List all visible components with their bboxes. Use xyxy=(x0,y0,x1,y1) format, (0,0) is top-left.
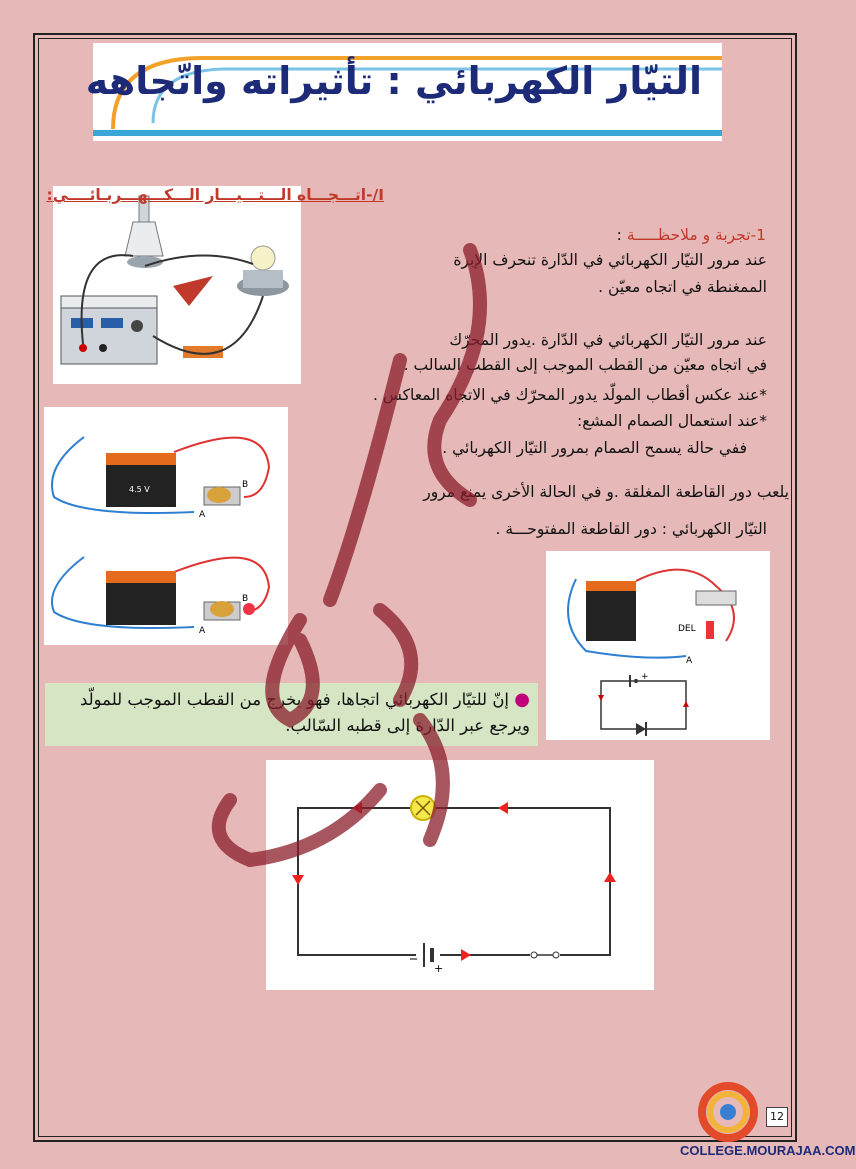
page-title: التيّار الكهربائي : تأثيراته واتّجاهه xyxy=(85,59,702,103)
battery-label-top: 4.5 V xyxy=(129,485,150,494)
led-switch-a: A xyxy=(686,656,693,666)
title-banner xyxy=(85,43,722,141)
site-logo xyxy=(690,1070,770,1140)
switch-contact-right xyxy=(553,952,559,958)
switch-a-bottom: A xyxy=(199,626,206,636)
generator-experiment-illustration xyxy=(53,186,301,384)
experiment-colon: : xyxy=(616,226,622,244)
key-note-box xyxy=(45,683,538,746)
led-circuit-illustration xyxy=(546,551,770,740)
switch-b-bottom: B xyxy=(242,594,249,604)
section-heading-text: /-اتـــجـــاه الـــتـــيـــار الـــكـــهـــربـائــــي xyxy=(52,186,379,204)
page-number: 12 xyxy=(766,1107,788,1127)
arrow-icon-top-left xyxy=(352,802,362,814)
figure-circuit-diagram xyxy=(266,760,654,990)
led-diagram-plus: + xyxy=(641,672,649,682)
figure-motor-circuits xyxy=(44,407,288,645)
minus-sign: _ xyxy=(410,944,417,960)
circuit-diagram xyxy=(266,760,654,990)
switch-a-top: A xyxy=(199,510,206,520)
text-line-8: يلعب دور القاطعة المغلقة .و في الحالة الأخرى يمنع مرور xyxy=(423,483,789,501)
text-line-3: عند مرور التيّار الكهربائي في الدّارة .يدور المحرّك xyxy=(449,331,767,349)
arrow-icon-right xyxy=(604,872,616,882)
site-url[interactable]: COLLEGE.MOURAJAA.COM xyxy=(680,1143,856,1158)
section-number: I xyxy=(378,186,384,204)
note-bullet: ● xyxy=(514,689,530,710)
switch-contact-left xyxy=(531,952,537,958)
text-line-9: التيّار الكهربائي : دور القاطعة المفتوحـــة . xyxy=(495,520,767,538)
plus-sign: + xyxy=(434,962,444,975)
experiment-label: 1-تجربة و ملاحظـــــة xyxy=(626,226,766,244)
text-line-5: *عند عكس أقطاب المولّد يدور المحرّك في الاتجاه المعاكس . xyxy=(373,386,767,404)
section-heading xyxy=(47,186,384,204)
text-line-1: عند مرور التيّار الكهربائي في الدّارة تنحرف الإبرة xyxy=(453,251,767,269)
text-line-6: *عند استعمال الصمام المشع: xyxy=(576,412,767,430)
text-line-4: في اتجاه معيّن من القطب الموجب إلى القطب السالب . xyxy=(403,356,767,374)
arrow-icon-left xyxy=(292,875,304,885)
key-note-text: إنّ للتيّار الكهربائي اتجاها، فهو يخرج من القطب الموجب للمولّد ويرجع عبر الدّارة إلى قطبه السّالب. xyxy=(79,690,530,735)
experiment-heading xyxy=(617,226,766,244)
led-label: DEL xyxy=(678,624,696,634)
text-line-2: الممغنطة في اتجاه معيّن . xyxy=(598,278,767,296)
arrow-icon-top-right xyxy=(498,802,508,814)
figure-generator-experiment xyxy=(53,186,301,384)
motor-circuits-illustration xyxy=(44,407,288,645)
text-line-7: ففي حالة يسمح الصمام بمرور التيّار الكهربائي . xyxy=(442,439,747,457)
arrow-icon-bottom xyxy=(461,949,471,961)
figure-led-circuit xyxy=(546,551,770,740)
switch-b-top: B xyxy=(242,480,249,490)
section-heading-colon: : xyxy=(46,186,53,204)
